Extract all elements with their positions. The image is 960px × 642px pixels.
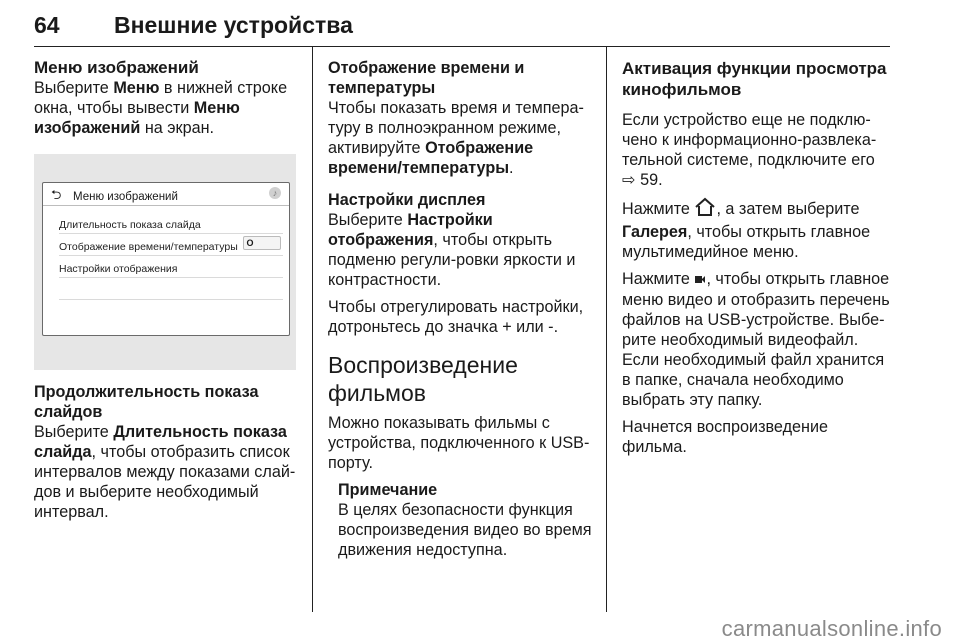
page-ref-arrow-icon: ⇨ — [622, 171, 636, 189]
paragraph-display-settings — [328, 210, 596, 290]
note-text: В целях безопасности функция воспроизведения видео во время движения недоступна. — [338, 501, 592, 559]
screen-titlebar — [43, 183, 289, 206]
paragraph-playback-starts: Начнется воспроизведение фильма. — [622, 417, 829, 456]
menu-item-time-temp[interactable]: Отображение времени/температуры — [59, 241, 238, 253]
text: Нажмите — [622, 270, 695, 288]
text: Если устройство еще не подклю-чено к информационно-развлека-тельной системе, подключите его — [622, 111, 877, 169]
text: Чтобы показать время и темпера-туру в полноэкранном режиме, активируйте — [328, 99, 584, 157]
screenshot-figure — [34, 154, 296, 370]
heading-slide-duration: Продолжительность показа слайдов — [34, 383, 259, 421]
infotainment-screen — [42, 182, 290, 336]
column-3 — [622, 58, 890, 464]
paragraph-connect — [622, 110, 890, 190]
page-header — [34, 4, 890, 44]
menu-item-display-settings[interactable]: Настройки отображения — [59, 263, 178, 275]
back-arrow-icon[interactable]: ⮌ — [51, 187, 62, 202]
paragraph-image-menu — [34, 78, 300, 138]
paragraph-slide-duration — [34, 422, 300, 522]
heading-display-settings: Настройки дисплея — [328, 191, 486, 209]
bold-display-settings: Настройки отображения — [328, 211, 493, 249]
page-number: 64 — [34, 12, 60, 38]
time-temp-toggle[interactable] — [243, 236, 281, 250]
menu-item-slide-duration[interactable]: Длительность показа слайда — [59, 219, 201, 231]
note-box — [328, 480, 596, 560]
heading-image-menu: Меню изображений — [34, 58, 199, 77]
text: Выберите — [328, 211, 408, 229]
text: на экран. — [140, 119, 215, 137]
page-title: Внешние устройства — [114, 12, 353, 38]
row-divider — [59, 299, 283, 300]
heading-video-playback: Воспроизведение фильмов — [328, 352, 518, 406]
text: , чтобы открыть главное мультимедийное меню. — [622, 223, 871, 261]
page-reference: 59. — [640, 171, 663, 189]
heading-activate-video: Активация функции просмотра кинофильмов — [622, 59, 887, 99]
header-divider — [34, 46, 890, 47]
video-icon — [694, 270, 706, 290]
paragraph-home — [622, 197, 890, 262]
toggle-state: O — [246, 238, 254, 248]
text: , чтобы отобразить список интервалов между показами слай-дов и выберите необходимый интервал. — [34, 443, 296, 521]
column-2 — [328, 58, 596, 560]
column-1 — [34, 58, 300, 529]
column-divider-1 — [312, 47, 313, 612]
home-icon — [694, 197, 716, 222]
text: в нижней строке окна, чтобы вывести — [34, 79, 288, 117]
text: Нажмите — [622, 199, 695, 218]
row-divider — [59, 255, 283, 256]
text: . — [509, 159, 514, 177]
watermark: carmanualsonline.info — [721, 616, 942, 641]
text: , чтобы открыть главное меню видео и отобразить перечень файлов на USB-устройстве. Выбе-рите необходимый видеофайл. Если необходимый файл хранится в папке, сначала необходимо выбрать эту папку. — [622, 270, 890, 409]
text: Выберите — [34, 423, 114, 441]
text: , а затем выберите — [716, 199, 860, 218]
screen-title: Меню изображений — [73, 191, 178, 203]
paragraph-video: Можно показывать фильмы с устройства, подключенного к USB-порту. — [328, 414, 590, 472]
bold-image-menu: Меню изображений — [34, 99, 240, 137]
music-note-icon: ♪ — [269, 187, 281, 199]
text: Выберите — [34, 79, 114, 97]
bold-time-temp: Отображение времени/температуры — [328, 139, 534, 177]
column-divider-2 — [606, 47, 607, 612]
paragraph-time-temperature — [328, 98, 596, 178]
bold-gallery: Галерея — [622, 223, 688, 241]
bold-menu: Меню — [113, 79, 160, 97]
heading-time-temperature: Отображение времени и температуры — [328, 59, 525, 97]
paragraph-video-menu — [622, 269, 890, 410]
row-divider — [59, 233, 283, 234]
text: , чтобы открыть подменю регули-ровки яркости и контрастности. — [328, 231, 576, 289]
paragraph-adjust: Чтобы отрегулировать настройки, дотроньтесь до значка + или -. — [328, 298, 584, 336]
row-divider — [59, 277, 283, 278]
bold-slide-duration: Длительность показа слайда — [34, 423, 287, 461]
note-title: Примечание — [338, 481, 438, 499]
